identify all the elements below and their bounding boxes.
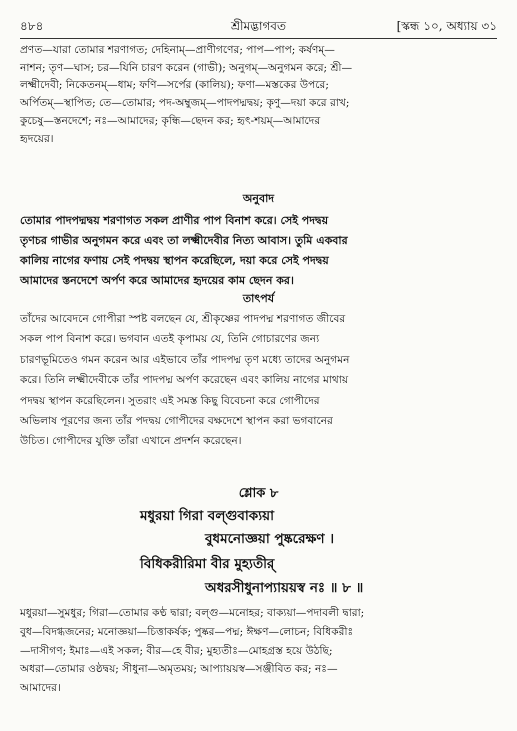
translation-line: তোমার পাদপদ্মদ্বয় শরণাগত সকল প্রাণীর পাপ বিনাশ করে। সেই পদদ্বয় bbox=[20, 214, 329, 227]
synonyms-bottom bbox=[20, 604, 497, 698]
purport-line: করে। তিনি লক্ষ্মীদেবীকে তাঁর পাদপদ্ম অর্পণ করেছেন এবং কালিয় নাগের মাথায় bbox=[20, 374, 349, 387]
translation-text bbox=[20, 211, 497, 291]
purport-line: পদদ্বয় স্থাপন করেছিলেন। সুতরাং এই সমস্ত কিছু বিবেচনা করে গোপীদের bbox=[20, 394, 320, 407]
synonym-line: প্রণত—যারা তোমার শরণাগত; দেহিনাম্—প্রাণীগণের; পাপ—পাপ; কর্ষণম্— bbox=[20, 44, 335, 56]
synonym-line: কুচেষু—স্তনদেশে; নঃ—আমাদের; কৃন্ধি—ছেদন কর; হৃৎ-শয়ম্—আমাদের bbox=[20, 114, 321, 127]
verse-line-1: মধুরয়া গিরা বল্গুবাক্যয়া bbox=[140, 508, 275, 524]
synonyms-top bbox=[20, 42, 497, 148]
purport-heading: তাৎপর্য bbox=[242, 292, 275, 305]
verse-line-4: অধরসীধুনাপ্যায়য়স্ব নঃ ॥ ৮ ॥ bbox=[205, 580, 364, 596]
page-number: ৪৮৪ bbox=[20, 19, 44, 33]
synonym-line: —দাসীগণ; ইমাঃ—এই সকল; বীর—হে বীর; মুহ্যতীঃ—মোহগ্রস্ত হয়ে উঠছি; bbox=[20, 644, 333, 657]
verse-line-3: বিধিকরীরিমা বীর মুহ্যতীর্ bbox=[140, 556, 275, 572]
purport-line: তাঁদের আবেদনে গোপীরা স্পষ্ট বলছেন যে, শ্রীকৃষ্ণের পাদপদ্ম শরণাগত জীবের bbox=[20, 313, 346, 325]
page-header bbox=[20, 16, 497, 39]
synonym-line: আমাদের। bbox=[20, 682, 61, 695]
translation-line: কালিয় নাগের ফণায় সেই পদদ্বয় স্থাপন করেছিলে, দয়া করে সেই পদদ্বয় bbox=[20, 254, 329, 267]
section-label: [স্কন্ধ ১০, অধ্যায় ৩১ bbox=[396, 19, 497, 33]
verse-line-2: বুধমনোজ্ঞয়া পুষ্করেক্ষণ । bbox=[205, 531, 335, 547]
synonym-line: বুধ—বিদগ্ধজনের; মনোজ্ঞয়া—চিত্তাকর্ষক; পুষ্কর—পদ্ম; ঈক্ষণ—লোচন; বিধিকরীঃ bbox=[20, 625, 354, 638]
translation-line: আমাদের স্তনদেশে অর্পণ করে আমাদের হৃদয়ের কাম ছেদন কর। bbox=[20, 274, 294, 287]
synonym-line: লক্ষ্মীদেবী; নিকেতনম্—ধাম; ফণি—সর্পের (কালিয়); ফণা—মস্তকের উপরে; bbox=[20, 79, 329, 92]
purport-text bbox=[20, 309, 497, 452]
purport-line: অভিলাষ পূরণের জন্য তাঁর পদদ্বয় গোপীদের বক্ষদেশে স্থাপন করা ভগবানের bbox=[20, 415, 333, 428]
synonym-line: হৃদয়ের। bbox=[20, 132, 54, 145]
synonym-line: নাশন; তৃণ—ঘাস; চর—যিনি চারণ করেন (গাভী); অনুগম্—অনুগমন করে; শ্রী— bbox=[20, 61, 353, 74]
synonym-line: অধরা—তোমার ওষ্ঠদ্বয়; সীধুনা—অমৃতময়; আপ্যায়য়স্ব—সঞ্জীবিত কর; নঃ— bbox=[20, 663, 338, 676]
purport-line: সকল পাপ বিনাশ করে। ভগবান এতই কৃপাময় যে, তিনি গোচারণের জন্য bbox=[20, 333, 320, 346]
translation-line: তৃণচর গাভীর অনুগমন করে এবং তা লক্ষ্মীদেবীর নিত্য আবাস। তুমি একবার bbox=[20, 234, 348, 247]
synonym-line: অর্পিতম্—স্থাপিত; তে—তোমার; পদ-অম্বুজম্—পাদপদ্মদ্বয়; কৃণু—দয়া করে রাখ; bbox=[20, 97, 350, 110]
purport-line: উচিত। গোপীদের যুক্তি তাঁরা এখানে প্রদর্শন করেছেন। bbox=[20, 435, 242, 448]
verse-heading: শ্লোক ৮ bbox=[238, 486, 279, 501]
book-title: শ্রীমদ্ভাগবত bbox=[230, 19, 286, 33]
purport-line: চারণভূমিতেও গমন করেন আর এইভাবে তাঁর পাদপদ্ম তৃণ মধ্যে তাদের অনুগমন bbox=[20, 353, 350, 366]
synonym-line: মধুরয়া—সুমধুর; গিরা—তোমার কণ্ঠ দ্বারা; বল্গু—মনোহর; বাক্যয়া—পদাবলী দ্বারা; bbox=[20, 607, 365, 619]
translation-heading: অনুবাদ bbox=[242, 192, 275, 205]
